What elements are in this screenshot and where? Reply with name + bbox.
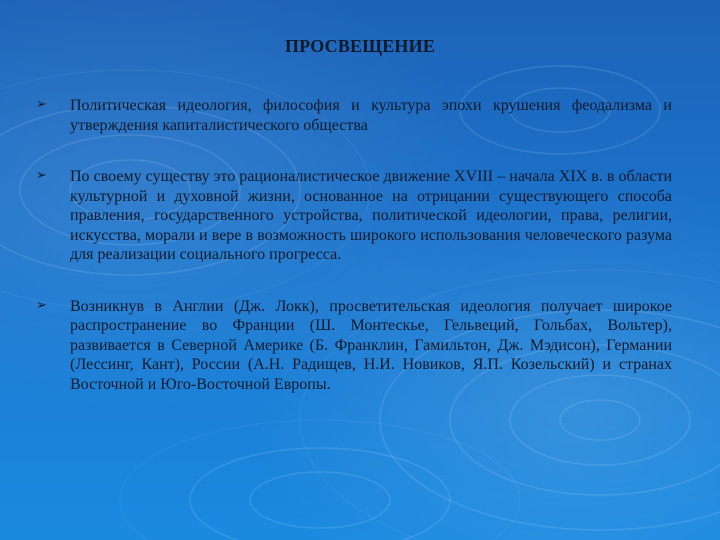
bullet-text: Политическая идеология, философия и культура эпохи крушения феодализма и утверждения капиталистического общества — [70, 97, 672, 134]
arrowhead-bullet-icon: ➢ — [36, 297, 47, 313]
bullet-text: Возникнув в Англии (Дж. Локк), просветительская идеология получает широкое распространение во Франции (Ш. Монтескье, Гельвеций, Гольбах, Вольтер), развивается в Северной Америке (Б. Франклин, Гамильтон, Дж. Мэдисон), Германии (Лессинг, Кант), России (А.Н. Радищев, Н.И. Новиков, Я.П. Козельский) и странах Восточной и Юго-Восточной Европы. — [70, 297, 672, 393]
bullet-item — [36, 167, 672, 265]
slide-title: ПРОСВЕЩЕНИЕ — [284, 36, 436, 56]
bullet-list — [36, 96, 672, 426]
arrowhead-bullet-icon: ➢ — [36, 168, 47, 183]
bullet-item — [36, 96, 672, 135]
bullet-text: По своему существу это рационалистическое движение XVIII – начала XIX в. в области культурной и духовной жизни, основанное на отрицании существующего способа правления, государственного устройства, политической идеологии, права, религии, искусства, морали и вере в возможность широкого использования человеческого разума для реализации социального прогресса. — [70, 168, 672, 263]
bullet-item — [36, 297, 672, 395]
arrowhead-bullet-icon: ➢ — [36, 97, 47, 112]
